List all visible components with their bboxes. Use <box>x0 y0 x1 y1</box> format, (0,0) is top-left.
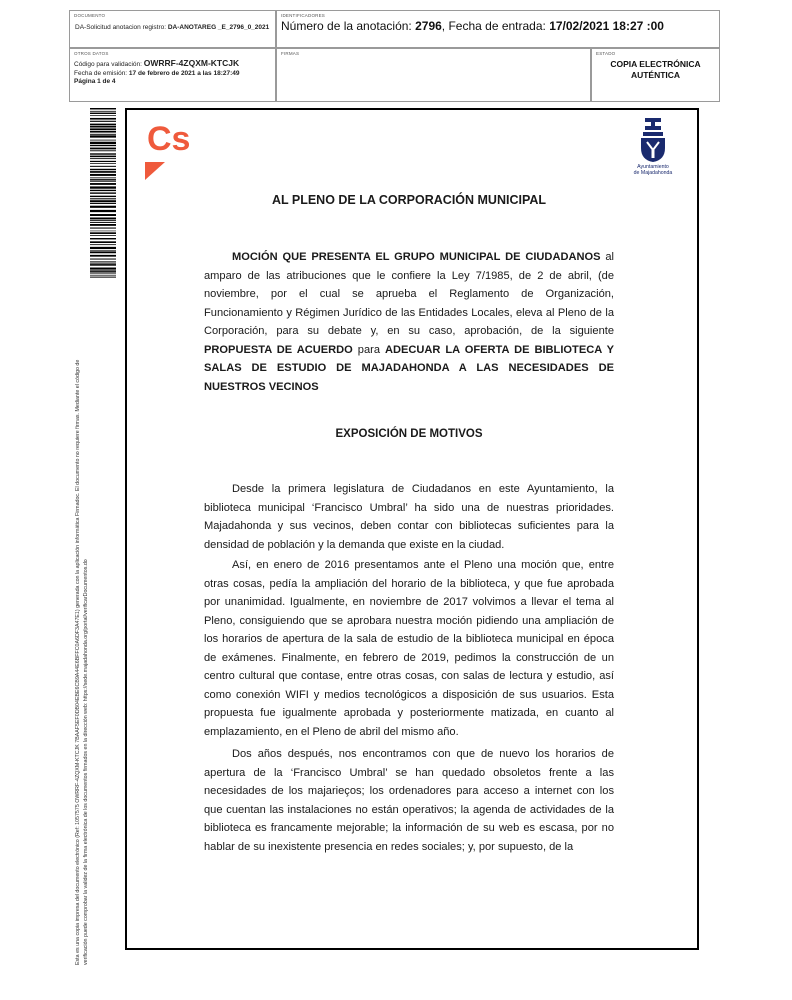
validation-code[interactable]: OWRRF-4ZQXM-KTCJK <box>143 58 240 68</box>
verification-side-text: Esta es una copia impresa del documento electrónico (Ref: 1057575 OWRRF-4ZQXM-KTCJK 7BAAF5EF0DB04EBE6CB9A44E6BFFC0A6DF3A47E1) generada con la aplicación informática Firmadoc. El documento no requiere firmas. Mediante el código de verificación puede comprobar la validez de la firma electrónica de los documentos firmados en la dirección web: https://sede.majadahonda.org/portal/verificarDocumentos.do <box>75 359 89 965</box>
estado-value: COPIA ELECTRÓNICA AUTÉNTICA <box>610 59 701 80</box>
firmas-label: FIRMAS <box>281 51 300 56</box>
anotacion-info: Número de la anotación: 2796, Fecha de entrada: 17/02/2021 18:27 :00 <box>281 19 664 33</box>
document-title: AL PLENO DE LA CORPORACIÓN MUNICIPAL <box>271 193 547 207</box>
ciudadanos-logo-icon <box>145 120 197 180</box>
paragraph-3: Dos años después, nos encontramos con que de nuevo los horarios de apertura de la ‘Francisco Umbral’ se han quedado obsoletos frente a las necesidades de los majarieços; los ordenadores para acceso a internet con los que cuentan las instalaciones no están operativos; la agenda de actividades de la biblioteca es francamente mejorable; la información de su web es escasa, por no hablar de su inexistente presencia en redes sociales; y, por supuesto, de la <box>204 748 614 853</box>
section-heading: EXPOSICIÓN DE MOTIVOS <box>335 428 483 440</box>
cs-logo-text: Cs <box>147 120 191 158</box>
page-indicator: Página 1 de 4 <box>74 78 116 85</box>
identificadores-label: IDENTIFICADORES <box>281 13 326 18</box>
scanned-page <box>125 108 699 950</box>
paragraph-2: Así, en enero de 2016 presentamos ante el Pleno una moción que, entre otras cosas, pedía la ampliación del horario de la biblioteca, y que fue aprobada por unanimidad. Igualmente, en noviembre de 2017 volvimos a llevar el tema al Pleno, consiguiendo que se aprobara nuestra moción pidiendo una ampliación de los horarios de apertura de la sala de estudio de la biblioteca municipal en época de exámenes. Finalmente, en febrero de 2019, pedimos la construcción de un centro cultural que contase, entre otras cosas, con salas de lectura y estudio, así como conexión WIFI y medios tecnológicos a disposición de sus usuarios. Esta propuesta fue igualmente aprobada y posteriormente matizada, en cuanto al emplazamiento, en el Pleno de abril del mismo año. <box>204 559 614 738</box>
mocion-paragraph: MOCIÓN QUE PRESENTA EL GRUPO MUNICIPAL DE CIUDADANOS al amparo de las atribuciones que le confiere la Ley 7/1985, de 2 de abril, (de noviembre, por el cual se aprueba el Reglamento de Organización, Funcionamiento y Régimen Jurídico de las Entidades Locales, eleva al Pleno de la Corporación, para su debate y, en su caso, aprobación, de la siguiente PROPUESTA DE ACUERDO para ADECUAR LA OFERTA DE BIBLIOTECA Y SALAS DE ESTUDIO DE MAJADAHONDA A LAS NECESIDADES DE NUESTROS VECINOS <box>204 251 614 393</box>
documento-cell <box>69 10 276 48</box>
ayuntamiento-shield-icon <box>625 114 681 164</box>
otros-datos-label: OTROS DATOS <box>74 51 109 56</box>
documento-value: DA-Solicitud anotacion registro: DA-ANOTAREG _E_2796_0_2021 <box>75 24 270 31</box>
validation-info: Código para validación: OWRRF-4ZQXM-KTCJK Fecha de emisión: 17 de febrero de 2021 a las 18:27:49 Página 1 de 4 <box>74 58 240 85</box>
otros-datos-cell <box>69 48 276 102</box>
identificadores-cell <box>276 10 720 48</box>
documento-label: DOCUMENTO <box>74 13 106 18</box>
paragraph-1: Desde la primera legislatura de Ciudadanos en este Ayuntamiento, la biblioteca municipal ‘Francisco Umbral’ ha sido una de nuestras prioridades. Majadahonda y sus vecinos, deben contar con bibliotecas suficientes para la densidad de población y la demanda que existe en la ciudad. <box>204 483 614 551</box>
firmas-cell <box>276 48 591 102</box>
barcode-image <box>90 108 116 278</box>
cs-logo-triangle <box>145 162 165 180</box>
estado-label: ESTADO <box>596 51 616 56</box>
ayuntamiento-logo: Ayuntamiento de Majadahonda <box>625 114 681 184</box>
estado-cell <box>591 48 720 102</box>
